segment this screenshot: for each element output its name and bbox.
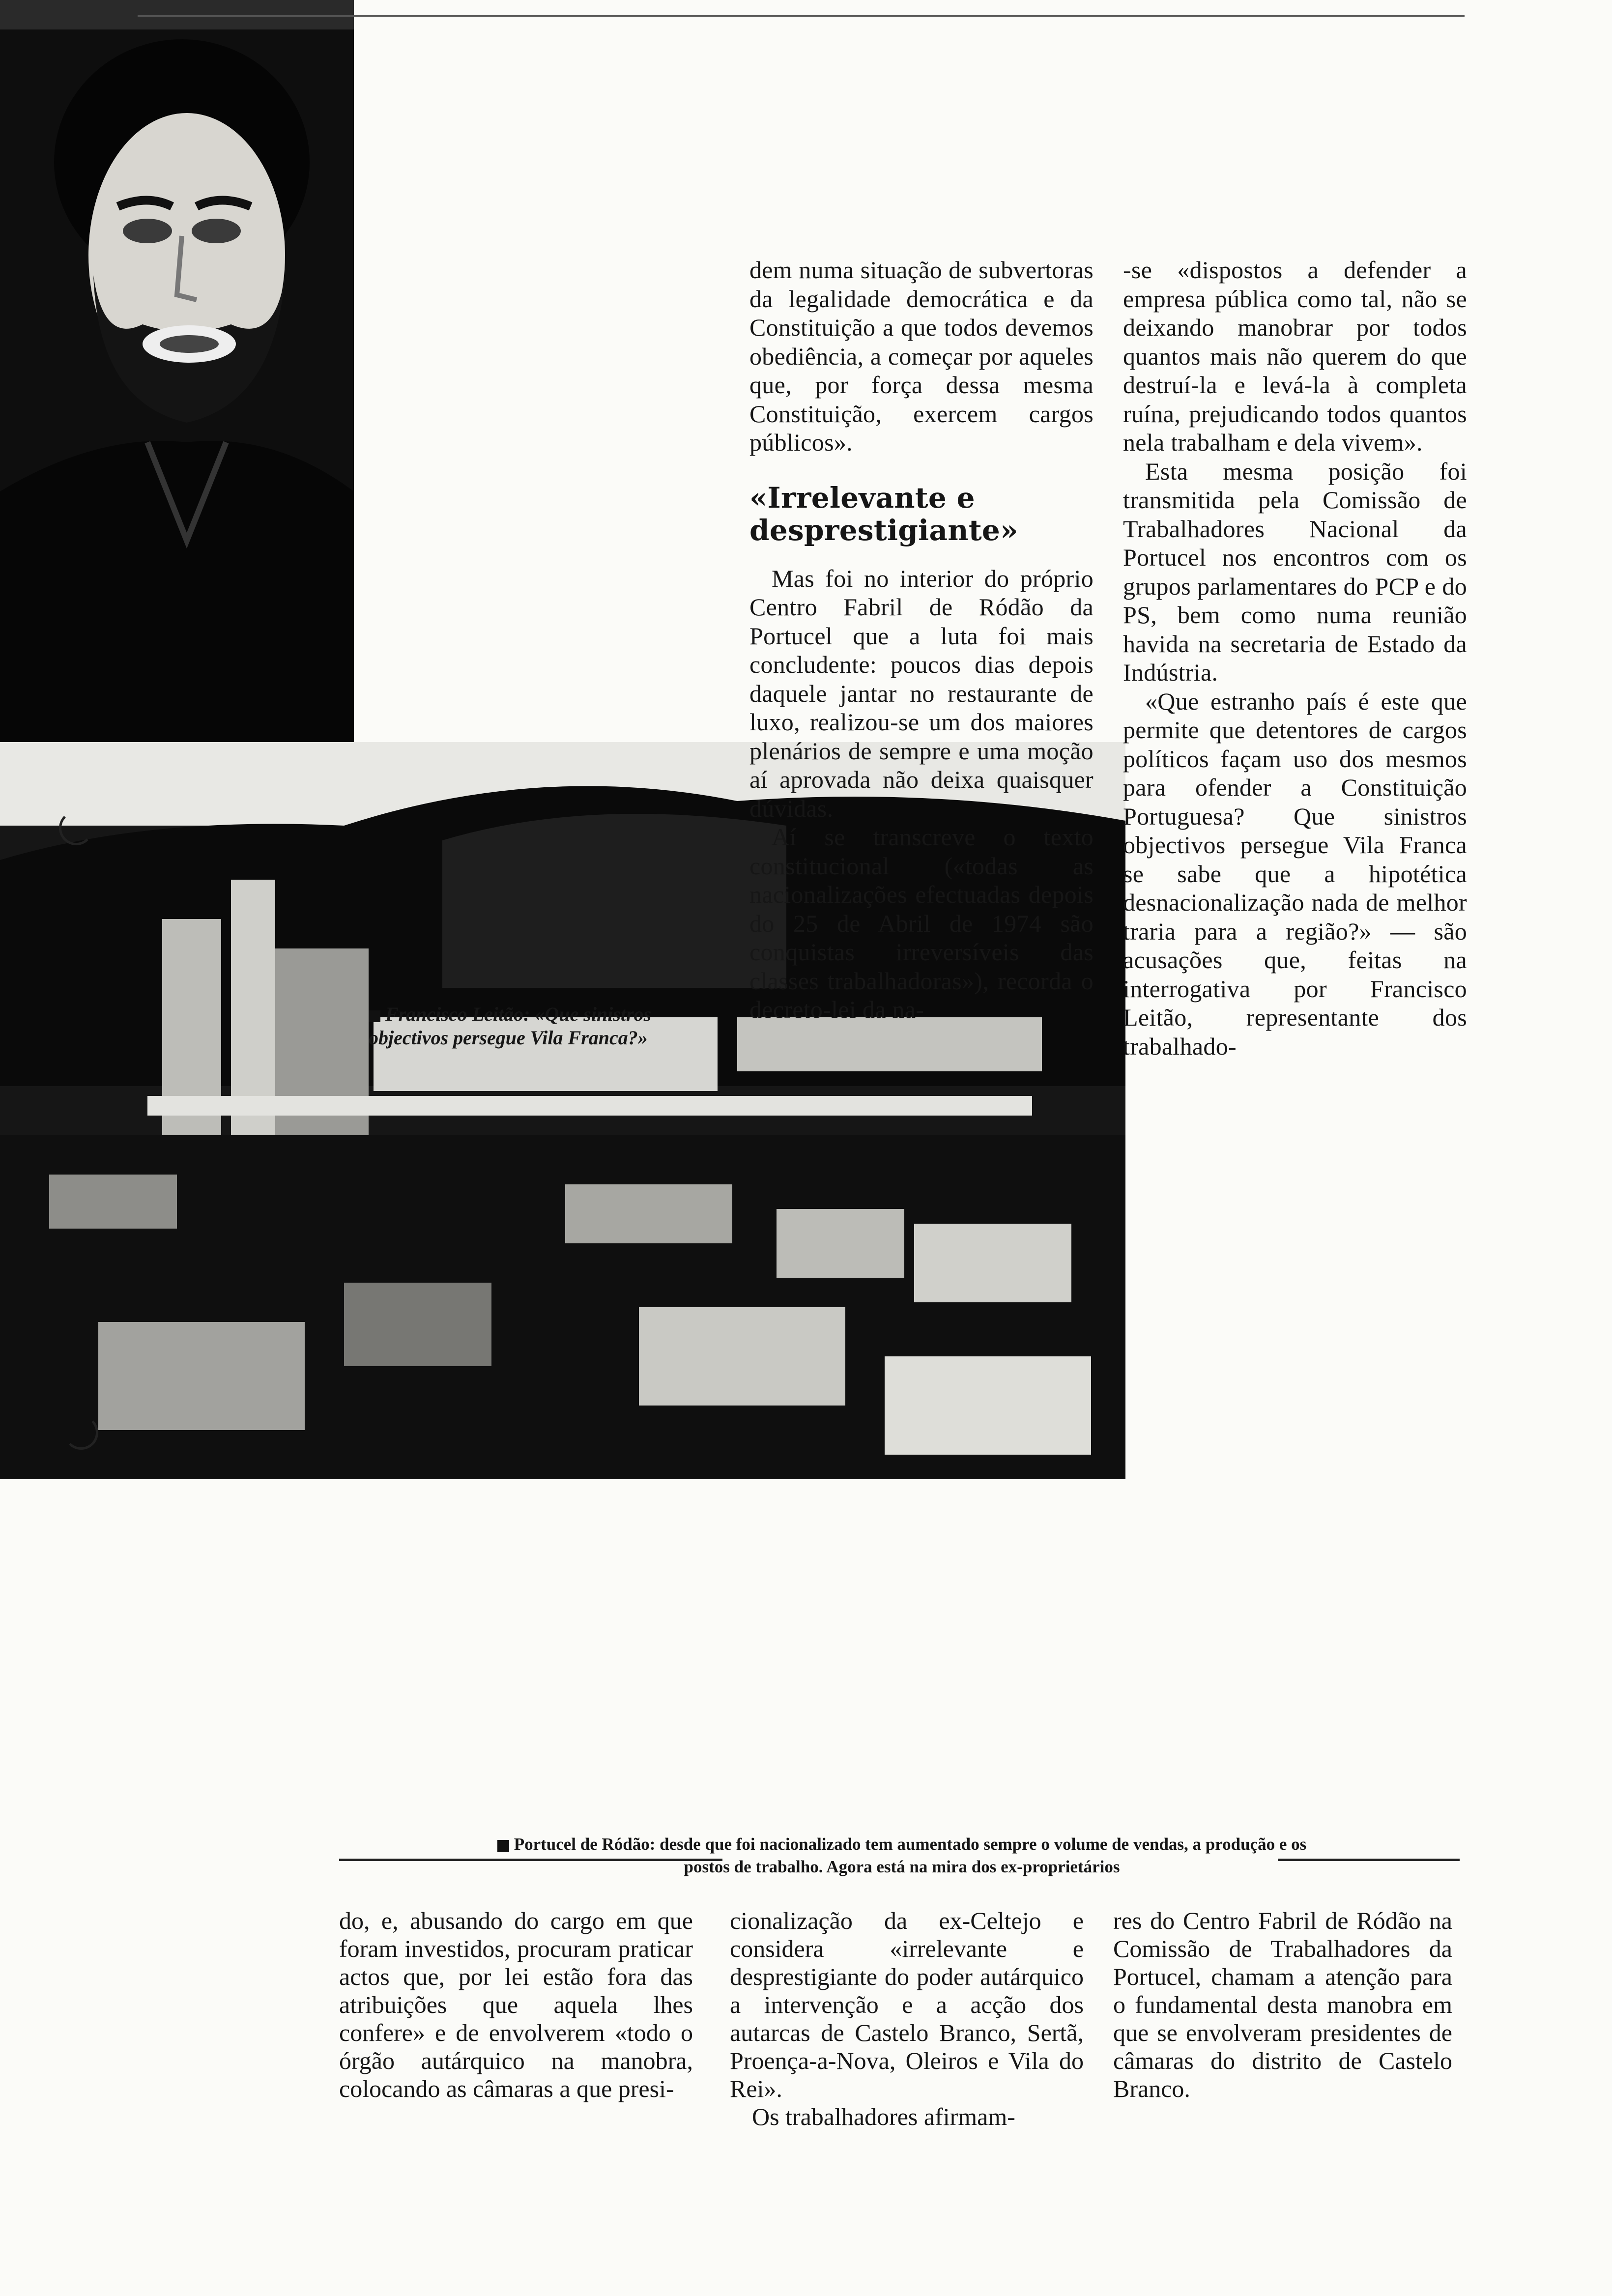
caption-name: Francisco Leitão: xyxy=(385,1003,530,1025)
caption-bullet-icon xyxy=(369,1010,380,1022)
portrait-photo xyxy=(0,0,354,742)
caption-quote: «Que sinistros objectivos persegue Vila Franca?» xyxy=(369,1003,652,1049)
col3-paragraph-2: Esta mesma posição foi transmitida pela Comissão de Trabalhadores Nacional da Portucel nos encontros com os grupos parlamentares do PCP e do PS, bem como numa reunião havida na secretaria de Estado da Indústria. xyxy=(1123,457,1467,686)
bottom-col2-paragraph-2: Os trabalhadores afirmam- xyxy=(752,2103,1015,2130)
landscape-caption-line-2: postos de trabalho. Agora está na mira dos ex-proprietários xyxy=(684,1857,1120,1876)
article-column-2 xyxy=(749,256,1094,1024)
bottom-column-3 xyxy=(1113,1907,1452,2103)
section-heading: «Irrelevante e desprestigiante» xyxy=(749,481,1018,547)
article-column-3 xyxy=(1123,256,1467,1061)
col2-paragraph-1: dem numa situação de subvertoras da legalidade democrática e da Constituição a que todos devemos obediência, a começar por aqueles que, por força dessa mesma Constituição, exercem cargos públicos». xyxy=(749,256,1094,456)
landscape-caption-line-1: Portucel de Ródão: desde que foi nacionalizado tem aumentado sempre o volume de vendas, a produção e os xyxy=(339,1833,1465,1856)
col3-paragraph-1: -se «dispostos a defender a empresa pública como tal, não se deixando manobrar por todos quantos mais não querem do que destruí-la e levá-la à completa ruína, prejudicando todos quantos nela trabalham e dela vivem». xyxy=(1123,256,1467,456)
portrait-caption xyxy=(369,1003,722,1050)
left-margin-hole-mark xyxy=(59,811,93,845)
left-margin-hole-mark xyxy=(64,1415,98,1450)
landscape-caption xyxy=(339,1833,1465,1878)
bottom-column-2 xyxy=(730,1907,1084,2131)
bottom-col3-paragraph: res do Centro Fabril de Ródão na Comissão de Trabalhadores da Portucel, chamam a atenção para o fundamental desta manobra em que se envolveram presidentes de câmaras do distrito de Castelo Branco. xyxy=(1113,1907,1452,2102)
top-scan-rule xyxy=(138,15,1465,17)
col3-paragraph-3: «Que estranho país é este que permite que detentores de cargos políticos façam uso dos mesmos para ofender a Constituição Portuguesa? Que sinistros objectivos persegue Vila Franca se sabe que a hipotética desnacionalização nada de melhor traria para a região?» — são acusações que, feitas na interrogativa por Francisco Leitão, representante dos trabalhado- xyxy=(1123,687,1467,1060)
bottom-col2-paragraph-1: cionalização da ex-Celtejo e considera «irrelevante e desprestigiante do poder autárquico a intervenção e a acção dos autarcas de Castelo Branco, Sertã, Proença-a-Nova, Oleiros e Vila do Rei». xyxy=(730,1907,1084,2102)
caption-bullet-icon xyxy=(497,1840,509,1852)
col2-paragraph-2: Mas foi no interior do próprio Centro Fabril de Ródão da Portucel que a luta foi mais concludente: poucos dias depois daquele jantar no restaurante de luxo, realizou-se um dos maiores plenários de sempre e uma moção aí aprovada não deixa quaisquer dúvidas. xyxy=(749,564,1094,822)
col2-paragraph-3: Aí se transcreve o texto constitucional («todas as nacionalizações efectuadas depois do 25 de Abril de 1974 são conquistas irreversíveis das classes trabalhadoras»), recorda o decreto-lei da na- xyxy=(749,823,1094,1023)
bottom-col1-paragraph: do, e, abusando do cargo em que foram investidos, procuram praticar actos que, por lei estão fora das atribuições que aquela lhes confere» e de envolverem «todo o órgão autárquico na manobra, colocando as câmaras a que presi- xyxy=(339,1907,693,2102)
bottom-column-1 xyxy=(339,1907,693,2103)
